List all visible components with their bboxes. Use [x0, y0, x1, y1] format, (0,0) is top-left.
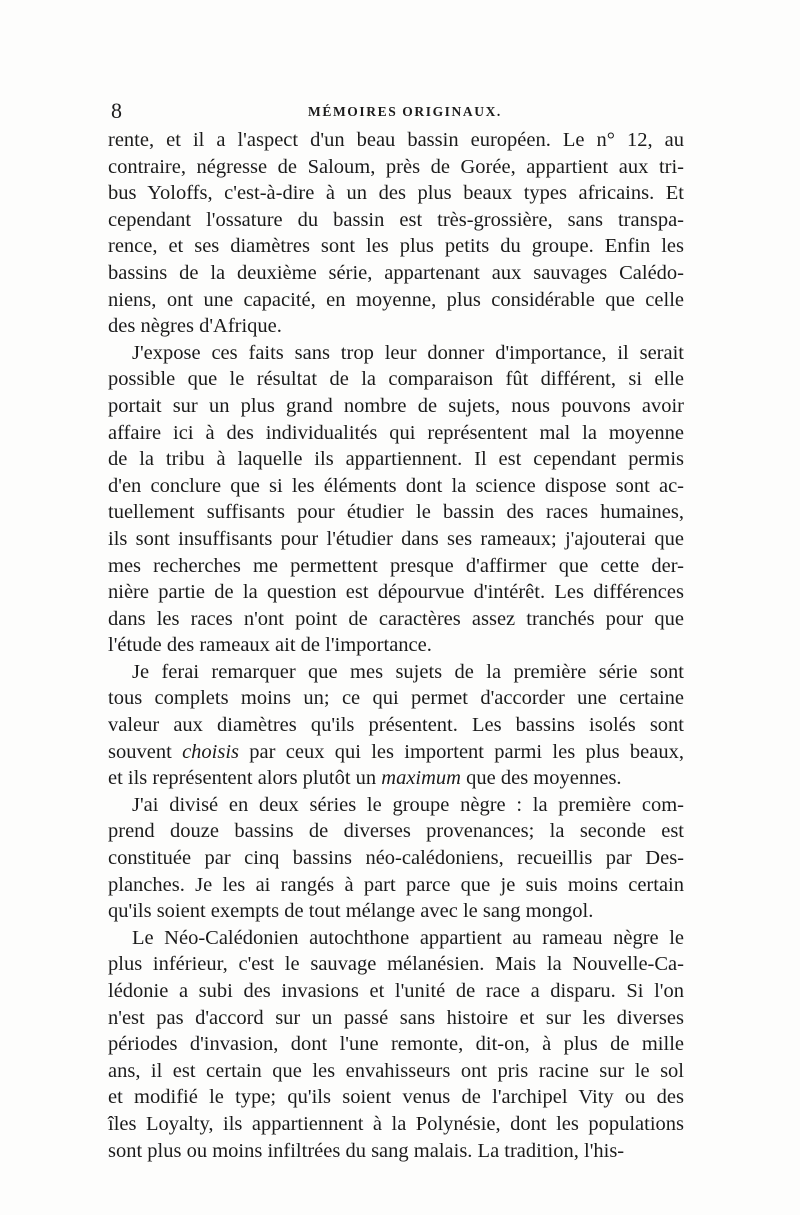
text-line: rente, et il a l'aspect d'un beau bassin européen. Le n° 12, au — [108, 129, 684, 151]
text-line: ils sont insuffisants pour l'étudier dans ses rameaux; j'ajouterai que — [108, 527, 684, 550]
text-line: qu'ils soient exempts de tout mélange avec le sang mongol. — [108, 900, 594, 923]
running-title: MÉMOIRES ORIGINAUX. — [308, 104, 502, 119]
text-line: niens, ont une capacité, en moyenne, plus considérable que celle — [108, 288, 684, 311]
text-line: bus Yoloffs, c'est-à-dire à un des plus beaux types africains. Et — [108, 182, 684, 205]
italic-term: maximum — [381, 767, 461, 790]
text-line: portait sur un plus grand nombre de sujets, nous pouvons avoir — [108, 394, 684, 417]
text-line: l'étude des rameaux ait de l'importance. — [108, 634, 432, 657]
text-line: Je ferai remarquer que mes sujets de la première série sont — [132, 660, 684, 683]
text-line: rence, et ses diamètres sont les plus petits du groupe. Enfin les — [108, 235, 684, 258]
text-line: d'en conclure que si les éléments dont la science dispose sont ac- — [108, 474, 684, 497]
page-number: 8 — [111, 98, 122, 123]
text-line: plus inférieur, c'est le sauvage mélanésien. Mais la Nouvelle-Ca- — [108, 953, 684, 976]
text-line: tuellement suffisants pour étudier le bassin des races humaines, — [108, 501, 684, 524]
text-line: mes recherches me permettent presque d'affirmer que cette der- — [108, 554, 684, 577]
text-line: et modifié le type; qu'ils soient venus de l'archipel Vity ou des — [108, 1086, 684, 1109]
text-line: prend douze bassins de diverses provenances; la seconde est — [108, 820, 684, 843]
page-header — [108, 98, 684, 124]
text-line: affaire ici à des individualités qui représentent mal la moyenne — [108, 421, 684, 444]
text-line: des nègres d'Afrique. — [108, 315, 282, 338]
text-line: planches. Je les ai rangés à part parce que je suis moins certain — [108, 873, 684, 896]
text-line: et ils représentent alors plutôt un maximum que des moyennes. — [108, 767, 622, 790]
italic-term: choisis — [182, 740, 240, 763]
text-line: lédonie a subi des invasions et l'unité de race a disparu. Si l'on — [108, 980, 684, 1002]
text-line: valeur aux diamètres qu'ils présentent. Les bassins isolés sont — [108, 714, 684, 737]
text-line: îles Loyalty, ils appartiennent à la Polynésie, dont les populations — [108, 1112, 684, 1135]
text-line: n'est pas d'accord sur un passé sans histoire et sur les diverses — [108, 1006, 684, 1029]
text-line: ans, il est certain que les envahisseurs ont pris racine sur le sol — [108, 1059, 684, 1082]
text-line: constituée par cinq bassins néo-calédoniens, recueillis par Des- — [108, 847, 684, 870]
text-line: souvent choisis par ceux qui les importent parmi les plus beaux, — [108, 740, 684, 763]
text-line: Le Néo-Calédonien autochthone appartient au rameau nègre le — [132, 926, 684, 949]
text-line: tous complets moins un; ce qui permet d'accorder une certaine — [108, 687, 684, 710]
body-text — [108, 127, 684, 1164]
text-line: sont plus ou moins infiltrées du sang malais. La tradition, l'his- — [108, 1139, 625, 1162]
text-line: J'ai divisé en deux séries le groupe nègre : la première com- — [132, 793, 684, 816]
text-line: nière partie de la question est dépourvue d'intérêt. Les différences — [108, 581, 684, 604]
text-line: J'expose ces faits sans trop leur donner d'importance, il serait — [132, 341, 684, 364]
text-line: cependant l'ossature du bassin est très-grossière, sans transpa- — [108, 208, 684, 231]
text-line: dans les races n'ont point de caractères assez tranchés pour que — [108, 607, 684, 630]
text-line: périodes d'invasion, dont l'une remonte, dit-on, à plus de mille — [108, 1033, 684, 1056]
text-line: de la tribu à laquelle ils appartiennent. Il est cependant permis — [108, 448, 684, 471]
text-line: contraire, négresse de Saloum, près de Gorée, appartient aux tri- — [108, 155, 684, 178]
text-line: possible que le résultat de la comparaison fût différent, si elle — [108, 368, 684, 391]
text-line: bassins de la deuxième série, appartenant aux sauvages Calédo- — [108, 261, 684, 284]
